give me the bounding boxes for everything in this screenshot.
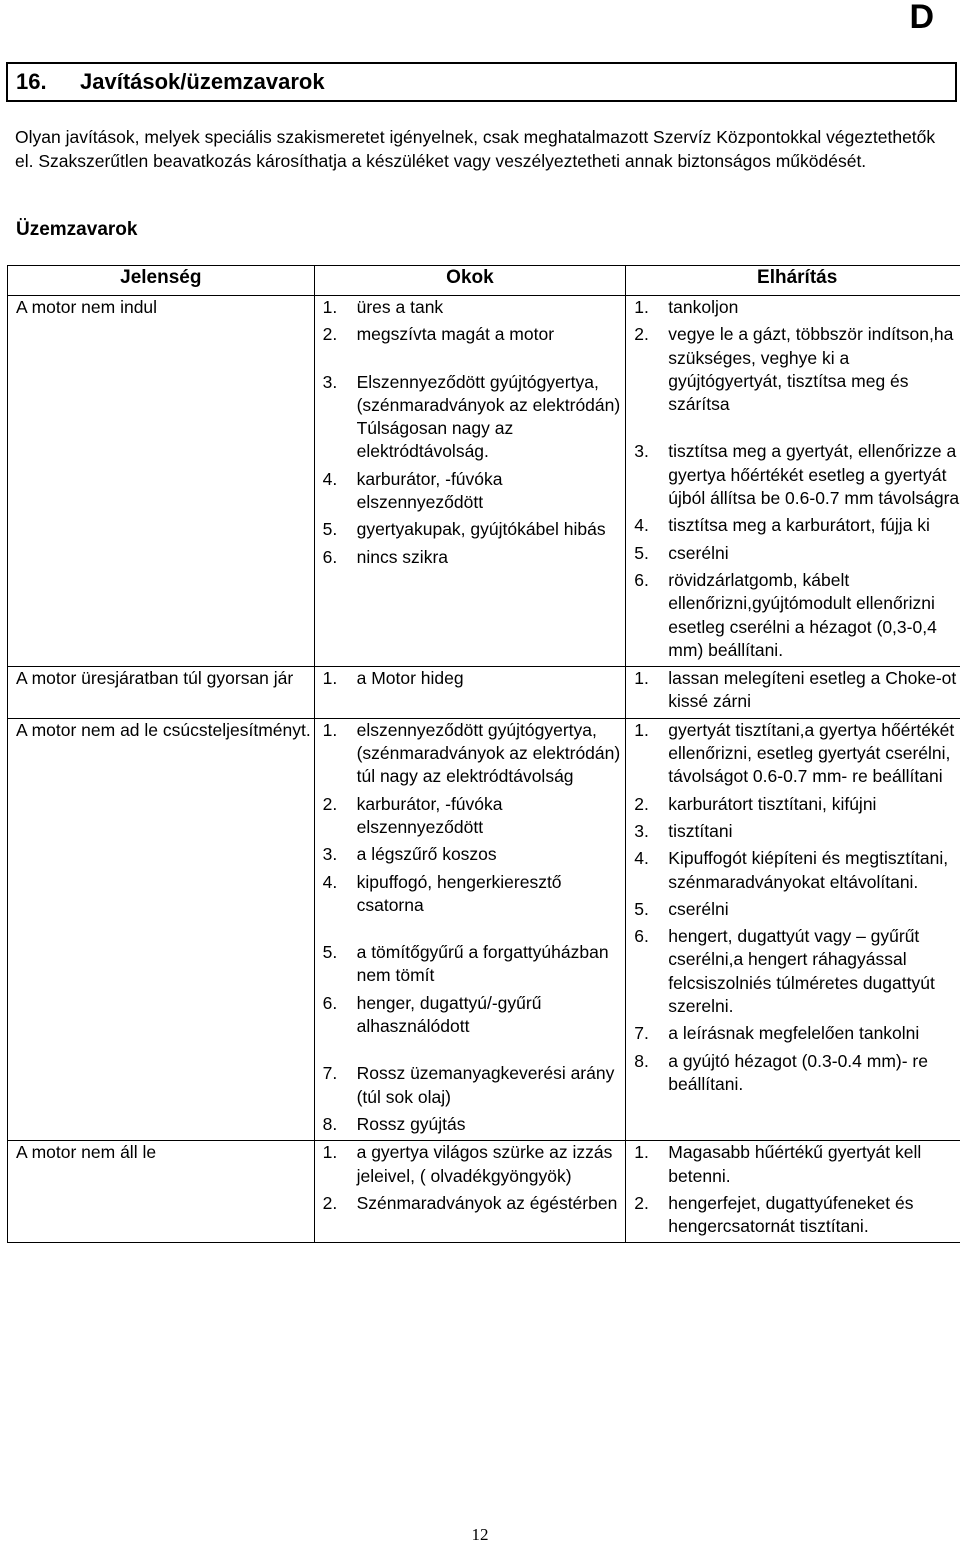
cause-item xyxy=(323,323,622,346)
remedy-item-number: 6. xyxy=(634,569,668,662)
cause-item xyxy=(323,793,622,840)
cause-item-text: karburátor, -fúvóka elszennyeződött xyxy=(357,468,622,515)
cause-item-text: gyertyakupak, gyújtókábel hibás xyxy=(357,518,622,541)
table-row xyxy=(8,718,960,1140)
remedy-item-text: a gyújtó hézagot (0.3-0.4 mm)- re beállítani. xyxy=(668,1050,960,1097)
remedy-list xyxy=(626,667,960,714)
symptom-text: A motor nem indul xyxy=(8,296,314,319)
cause-item-text: Rossz gyújtás xyxy=(357,1113,622,1136)
cause-item xyxy=(323,546,622,569)
remedy-item xyxy=(634,296,960,319)
remedy-item-text: tisztítani xyxy=(668,820,960,843)
table-row xyxy=(8,296,960,667)
remedy-item-number: 3. xyxy=(634,820,668,843)
remedy-item xyxy=(634,898,960,921)
cause-item-number: 3. xyxy=(323,371,357,464)
cause-item-text: a Motor hideg xyxy=(357,667,622,690)
remedy-item-number: 1. xyxy=(634,719,668,789)
section-title: Javítások/üzemzavarok xyxy=(80,69,325,95)
cause-item-text: elszennyeződött gyújtógyertya, (szénmaradványok az elektródán) túl nagy az elektródtávolság xyxy=(357,719,622,789)
symptom-cell xyxy=(8,718,315,1140)
cause-item-number: 1. xyxy=(323,1141,357,1188)
remedy-item-number: 1. xyxy=(634,1141,668,1188)
remedy-item-text: karburátort tisztítani, kifújni xyxy=(668,793,960,816)
remedy-item xyxy=(634,542,960,565)
table-row xyxy=(8,667,960,719)
cause-item-text: nincs szikra xyxy=(357,546,622,569)
cause-item xyxy=(323,518,622,541)
remedy-item-text: hengerfejet, dugattyúfeneket és hengercsatornát tisztítani. xyxy=(668,1192,960,1239)
remedy-item-number: 4. xyxy=(634,514,668,537)
remedy-item-number: 4. xyxy=(634,847,668,894)
cause-item-number: 7. xyxy=(323,1062,357,1109)
cause-item xyxy=(323,843,622,866)
table-header-row xyxy=(8,266,960,296)
symptom-text: A motor üresjáratban túl gyorsan jár xyxy=(8,667,314,690)
remedy-item xyxy=(634,820,960,843)
remedy-item xyxy=(634,440,960,510)
intro-paragraph: Olyan javítások, melyek speciális szakismeretet igényelnek, csak meghatalmazott Szervíz Központokkal végeztethetők el. Szakszerűtlen beavatkozás károsíthatja a készüléket vagy veszélyeztetheti annak biztonságos működését. xyxy=(15,126,950,173)
remedy-item xyxy=(634,847,960,894)
cause-item-number: 4. xyxy=(323,871,357,918)
causes-cell xyxy=(314,718,626,1140)
causes-cell xyxy=(314,667,626,719)
section-letter: D xyxy=(909,0,934,34)
remedy-item xyxy=(634,1141,960,1188)
symptom-text: A motor nem ad le csúcsteljesítményt. xyxy=(8,719,314,742)
cause-item xyxy=(323,1113,622,1136)
remedies-cell xyxy=(626,1141,960,1243)
cause-item xyxy=(323,667,622,690)
cause-list xyxy=(315,296,626,569)
spacer xyxy=(323,351,622,371)
remedy-item-text: Kipuffogót kiépíteni és megtisztítani, szénmaradványokat eltávolítani. xyxy=(668,847,960,894)
symptom-cell xyxy=(8,1141,315,1243)
remedy-item xyxy=(634,1192,960,1239)
remedy-item xyxy=(634,719,960,789)
cause-item-number: 1. xyxy=(323,667,357,690)
page-number: 12 xyxy=(0,1525,960,1545)
remedy-item-text: tankoljon xyxy=(668,296,960,319)
cause-item xyxy=(323,1192,622,1215)
cause-item xyxy=(323,371,622,464)
cause-item-text: Elszennyeződött gyújtógyertya, (szénmaradványok az elektródán) Túlságosan nagy az elektródtávolság. xyxy=(357,371,622,464)
remedy-item-text: tisztítsa meg a karburátort, fújja ki xyxy=(668,514,960,537)
remedy-item-number: 1. xyxy=(634,667,668,714)
symptom-text: A motor nem áll le xyxy=(8,1141,314,1164)
cause-item xyxy=(323,296,622,319)
symptom-cell xyxy=(8,296,315,667)
remedy-item-text: cserélni xyxy=(668,898,960,921)
table-row xyxy=(8,1141,960,1243)
remedy-item-number: 3. xyxy=(634,440,668,510)
remedy-item-number: 2. xyxy=(634,1192,668,1239)
remedy-item-text: gyertyát tisztítani,a gyertya hőértékét ellenőrizni, esetleg gyertyát cserélni, távolságot 0.6-0.7 mm- re beállítani xyxy=(668,719,960,789)
cause-item-text: kipuffogó, hengerkieresztő csatorna xyxy=(357,871,622,918)
cause-item-text: üres a tank xyxy=(357,296,622,319)
remedy-item-text: vegye le a gázt, többször indítson,ha szükséges, veghye ki a gyújtógyertyát, tisztítsa meg és szárítsa xyxy=(668,323,960,416)
cause-item-number: 5. xyxy=(323,941,357,988)
cause-item-number: 2. xyxy=(323,323,357,346)
cause-item-number: 6. xyxy=(323,992,357,1039)
remedy-item-text: hengert, dugattyút vagy – gyűrűt cserélni,a hengert ráhagyással felcsiszolniés túlméretes dugattyút szerelni. xyxy=(668,925,960,1018)
symptom-cell xyxy=(8,667,315,719)
cause-item-text: megszívta magát a motor xyxy=(357,323,622,346)
remedy-list xyxy=(626,296,960,662)
remedy-item-number: 2. xyxy=(634,323,668,416)
remedy-item xyxy=(634,514,960,537)
causes-cell xyxy=(314,1141,626,1243)
remedies-cell xyxy=(626,718,960,1140)
remedy-item xyxy=(634,925,960,1018)
cause-item xyxy=(323,1062,622,1109)
header-causes: Okok xyxy=(314,266,626,296)
remedy-item-text: lassan melegíteni esetleg a Choke-ot kissé zárni xyxy=(668,667,960,714)
cause-item xyxy=(323,468,622,515)
remedy-item xyxy=(634,667,960,714)
remedies-cell xyxy=(626,296,960,667)
remedy-item-number: 2. xyxy=(634,793,668,816)
remedy-item-text: a leírásnak megfelelően tankolni xyxy=(668,1022,960,1045)
cause-list xyxy=(315,1141,626,1215)
cause-item-text: a légszűrő koszos xyxy=(357,843,622,866)
cause-item xyxy=(323,992,622,1039)
remedy-list xyxy=(626,719,960,1096)
section-number: 16. xyxy=(16,69,80,95)
fault-table xyxy=(7,265,960,1243)
cause-item xyxy=(323,719,622,789)
cause-item-text: karburátor, -fúvóka elszennyeződött xyxy=(357,793,622,840)
cause-item xyxy=(323,941,622,988)
cause-item-text: Rossz üzemanyagkeverési arány (túl sok olaj) xyxy=(357,1062,622,1109)
remedy-item-number: 1. xyxy=(634,296,668,319)
remedy-item xyxy=(634,793,960,816)
spacer xyxy=(323,921,622,941)
remedy-item xyxy=(634,1022,960,1045)
remedy-item-text: cserélni xyxy=(668,542,960,565)
cause-item-number: 6. xyxy=(323,546,357,569)
cause-list xyxy=(315,667,626,690)
cause-item-number: 1. xyxy=(323,719,357,789)
cause-item-text: a tömítőgyűrű a forgattyúházban nem tömít xyxy=(357,941,622,988)
remedy-item-text: Magasabb hűértékű gyertyát kell betenni. xyxy=(668,1141,960,1188)
cause-item-text: a gyertya világos szürke az izzás jeleivel, ( olvadékgyöngyök) xyxy=(357,1141,622,1188)
cause-item-number: 4. xyxy=(323,468,357,515)
causes-cell xyxy=(314,296,626,667)
remedy-item-number: 8. xyxy=(634,1050,668,1097)
remedy-list xyxy=(626,1141,960,1238)
spacer xyxy=(323,1042,622,1062)
remedy-item-text: tisztítsa meg a gyertyát, ellenőrizze a gyertya hőértékét esetleg a gyertyát újból állítsa be 0.6-0.7 mm távolságra xyxy=(668,440,960,510)
header-symptom: Jelenség xyxy=(8,266,315,296)
cause-item-number: 2. xyxy=(323,1192,357,1215)
subsection-title: Üzemzavarok xyxy=(16,219,137,241)
cause-item-text: henger, dugattyú/-gyűrű alhasználódott xyxy=(357,992,622,1039)
remedy-item-number: 7. xyxy=(634,1022,668,1045)
remedy-item-number: 5. xyxy=(634,898,668,921)
cause-list xyxy=(315,719,626,1136)
cause-item-text: Szénmaradványok az égéstérben xyxy=(357,1192,622,1215)
remedy-item xyxy=(634,569,960,662)
cause-item-number: 5. xyxy=(323,518,357,541)
remedies-cell xyxy=(626,667,960,719)
remedy-item-text: rövidzárlatgomb, kábelt ellenőrizni,gyújtómodult ellenőrizni esetleg cserélni a hézagot (0,3-0,4 mm) beállítani. xyxy=(668,569,960,662)
cause-item xyxy=(323,1141,622,1188)
remedy-item-number: 5. xyxy=(634,542,668,565)
spacer xyxy=(634,420,960,440)
remedy-item xyxy=(634,323,960,416)
cause-item-number: 2. xyxy=(323,793,357,840)
cause-item-number: 3. xyxy=(323,843,357,866)
section-heading xyxy=(6,62,957,102)
header-remedies: Elhárítás xyxy=(626,266,960,296)
cause-item-number: 8. xyxy=(323,1113,357,1136)
cause-item xyxy=(323,871,622,918)
remedy-item-number: 6. xyxy=(634,925,668,1018)
remedy-item xyxy=(634,1050,960,1097)
cause-item-number: 1. xyxy=(323,296,357,319)
